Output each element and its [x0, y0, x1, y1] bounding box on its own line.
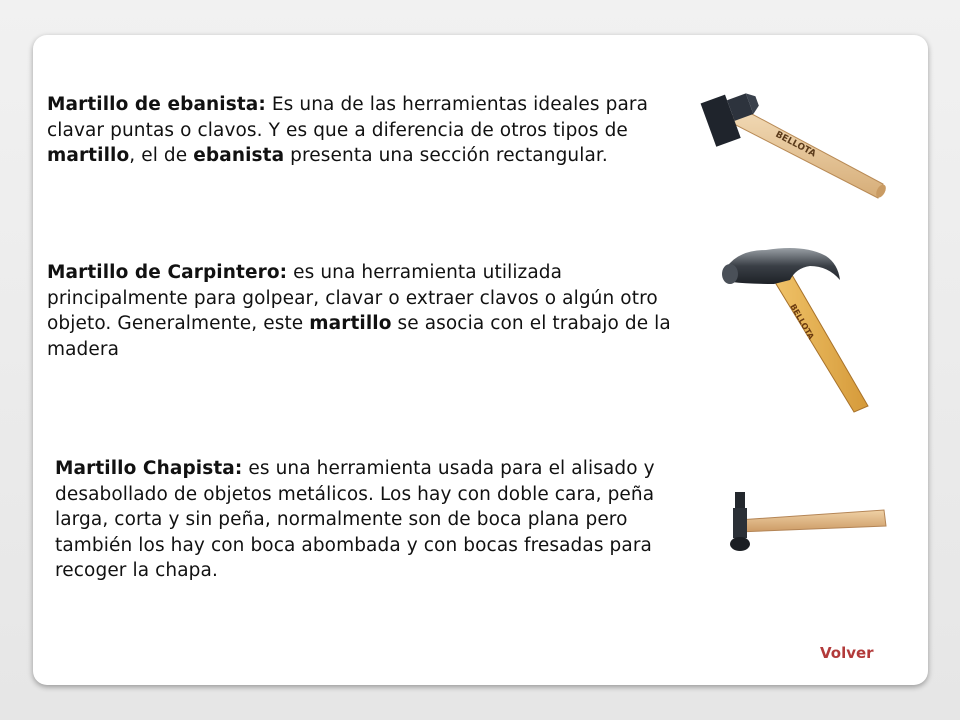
section-body: presenta una sección rectangular. [284, 145, 608, 166]
brand-label: BELLOTA [773, 129, 818, 160]
section-emphasis: martillo [309, 313, 392, 334]
section-body: , el de [129, 145, 194, 166]
section-body: se asocia con el trabajo de la madera [47, 313, 671, 360]
cabinetmaker-hammer-icon [697, 78, 887, 203]
section-ebanista-text [47, 92, 687, 169]
section-body: es una herramienta usada para el alisado y desabollado de objetos metálicos. Los hay con doble cara, peña larga, corta y sin peña, normalmente son de boca plana pero también los hay con boca abombada y con bocas fresadas para recoger la chapa. [55, 458, 655, 581]
brand-label: BELLOTA [788, 302, 816, 342]
section-chapista-text [55, 456, 695, 584]
section-body: es una herramienta utilizada principalmente para golpear, clavar o extraer clavos o algún otro objeto. Generalmente, este [47, 262, 658, 334]
section-title: Martillo de ebanista: [47, 94, 266, 115]
body-hammer-icon [724, 488, 890, 556]
section-title: Martillo Chapista: [55, 458, 243, 479]
section-title: Martillo de Carpintero: [47, 262, 288, 283]
section-carpintero-text [47, 260, 707, 362]
claw-hammer-icon [718, 236, 880, 414]
section-body: Es una de las herramientas ideales para clavar puntas o clavos. Y es que a diferencia de otros tipos de [47, 94, 649, 141]
back-link[interactable]: Volver [820, 644, 874, 662]
section-emphasis: martillo [47, 145, 130, 166]
section-emphasis: ebanista [193, 145, 285, 166]
